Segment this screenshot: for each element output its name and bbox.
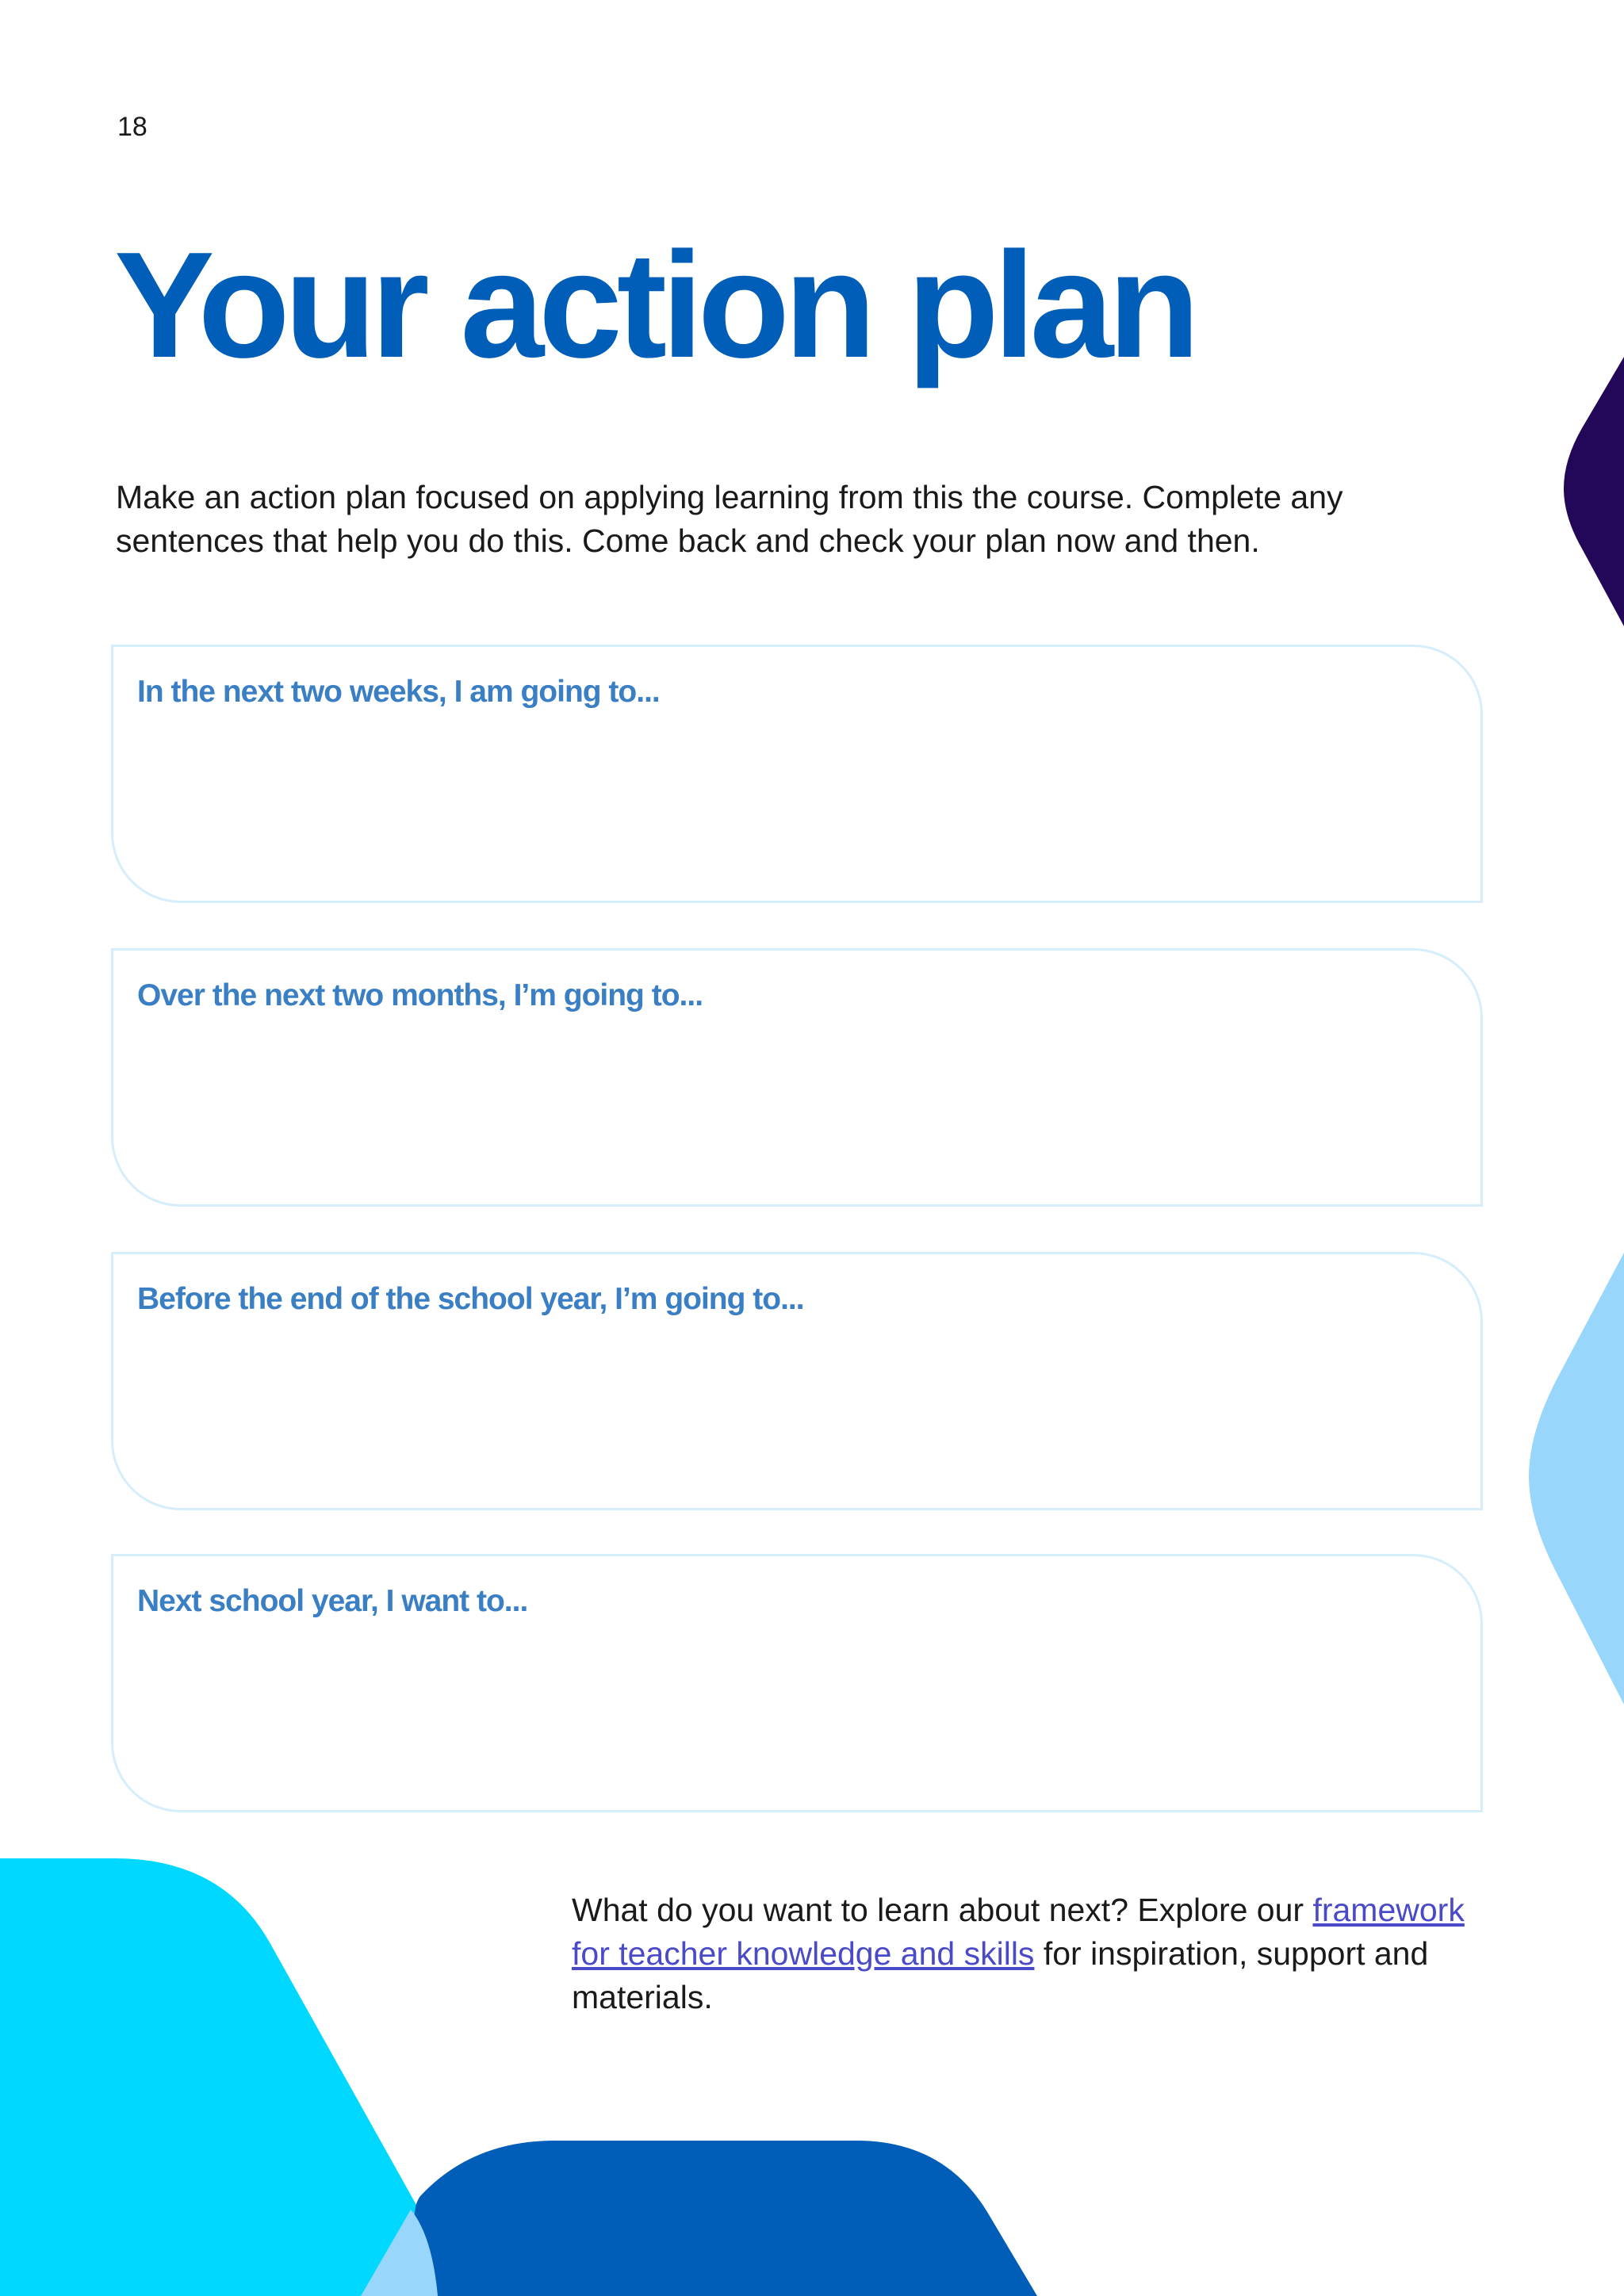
cyan-hexagon-shape (0, 1858, 428, 2296)
plan-prompt-two-weeks: In the next two weeks, I am going to... (137, 675, 660, 709)
footer-text-after: for inspiration, support and materials. (572, 1935, 1429, 2015)
plan-prompt-next-school-year: Next school year, I want to... (137, 1584, 528, 1618)
footer-paragraph (572, 1888, 1492, 2019)
plan-box-two-weeks[interactable] (111, 645, 1483, 903)
plan-prompt-two-months: Over the next two months, I’m going to... (137, 978, 703, 1012)
plan-prompt-end-of-school-year: Before the end of the school year, I’m going to... (137, 1282, 804, 1316)
purple-hexagon-shape (1564, 357, 1624, 626)
plan-box-next-school-year[interactable] (111, 1554, 1483, 1812)
plan-box-two-months[interactable] (111, 948, 1483, 1207)
framework-link[interactable]: framework for teacher knowledge and skills (572, 1892, 1465, 1972)
intro-paragraph: Make an action plan focused on applying learning from this the course. Complete any sentences that help you do this. Come back and check your plan now and then. (116, 479, 1343, 559)
blue-hexagon-shape (415, 2141, 1037, 2296)
page-title: Your action plan (114, 221, 1195, 389)
light-blue-hexagon-shape (1529, 1253, 1624, 1705)
footer-text-before: What do you want to learn about next? Explore our (572, 1892, 1313, 1928)
plan-box-end-of-school-year[interactable] (111, 1252, 1483, 1510)
light-blue-overlap-shape (361, 2210, 438, 2296)
page-number: 18 (117, 112, 147, 142)
